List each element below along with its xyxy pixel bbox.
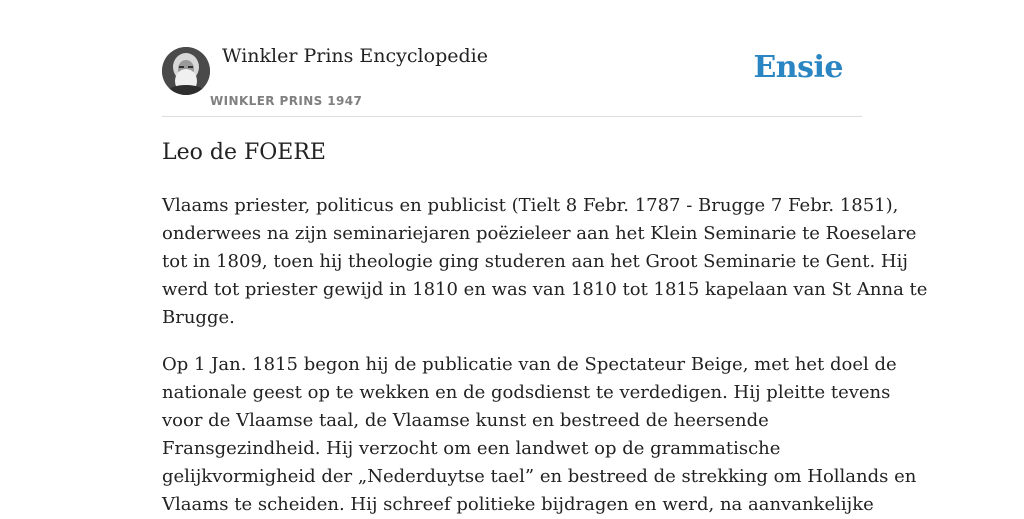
article-title: Leo de FOERE <box>162 140 326 165</box>
source-label[interactable]: WINKLER PRINS 1947 <box>210 94 363 108</box>
text-line: onderwees na zijn seminariejaren poëzieleer aan het Klein Seminarie te Roeselare <box>162 223 917 244</box>
page <box>162 0 928 515</box>
text-line: nationale geest op te wekken en de godsdienst te verdedigen. Hij pleitte tevens <box>162 382 891 403</box>
portrait-icon <box>162 47 210 95</box>
text-line: gelijkvormigheid der „Nederduytse tael” en bestreed de strekking om Hollands en <box>162 466 917 487</box>
text-line: Brugge. <box>162 307 235 328</box>
text-line: voor de Vlaamse taal, de Vlaamse kunst en bestreed de heersende <box>162 410 769 431</box>
text-line: werd tot priester gewijd in 1810 en was van 1810 tot 1815 kapelaan van St Anna te <box>162 279 928 300</box>
brand-logo[interactable]: Ensie <box>753 50 843 85</box>
site-name[interactable]: Winkler Prins Encyclopedie <box>222 45 488 67</box>
header <box>162 0 862 117</box>
article-paragraph-1 <box>162 192 928 332</box>
avatar[interactable] <box>162 47 210 95</box>
text-line: tot in 1809, toen hij theologie ging studeren aan het Groot Seminarie te Gent. Hij <box>162 251 908 272</box>
text-line: Fransgezindheid. Hij verzocht om een landwet op de grammatische <box>162 438 781 459</box>
text-line: Op 1 Jan. 1815 begon hij de publicatie van de Spectateur Beige, met het doel de <box>162 354 897 375</box>
text-line: Vlaams priester, politicus en publicist (Tielt 8 Febr. 1787 - Brugge 7 Febr. 1851), <box>162 195 899 216</box>
text-line: Vlaams te scheiden. Hij schreef politieke bijdragen en werd, na aanvankelijke <box>162 494 874 515</box>
article-paragraph-2 <box>162 351 917 519</box>
